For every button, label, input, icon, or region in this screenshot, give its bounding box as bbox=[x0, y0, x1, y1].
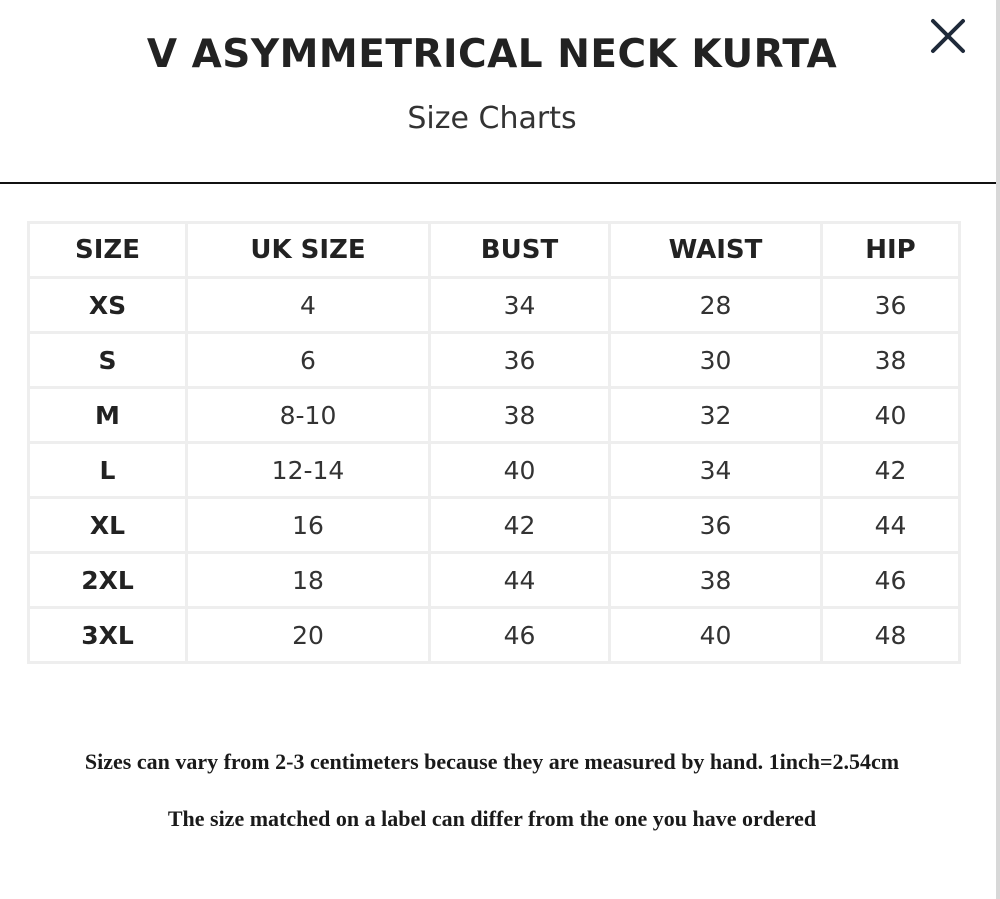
table-row bbox=[29, 333, 960, 388]
bust-cell: 36 bbox=[430, 333, 610, 388]
waist-cell: 36 bbox=[610, 498, 822, 553]
modal-edge bbox=[996, 0, 1000, 899]
header-divider bbox=[0, 182, 996, 184]
bust-cell: 42 bbox=[430, 498, 610, 553]
size-cell: L bbox=[29, 443, 187, 498]
size-chart-table bbox=[27, 221, 961, 664]
bust-cell: 46 bbox=[430, 608, 610, 663]
measurement-note: Sizes can vary from 2-3 centimeters because they are measured by hand. 1inch=2.54cm bbox=[84, 749, 900, 774]
product-title: V ASYMMETRICAL NECK KURTA bbox=[146, 32, 838, 77]
close-button[interactable] bbox=[926, 14, 970, 58]
table-row bbox=[29, 278, 960, 333]
hip-cell: 36 bbox=[822, 278, 960, 333]
size-cell: M bbox=[29, 388, 187, 443]
close-icon[interactable] bbox=[926, 14, 970, 58]
size-cell: XL bbox=[29, 498, 187, 553]
uk-size-cell: 12-14 bbox=[187, 443, 430, 498]
waist-cell: 38 bbox=[610, 553, 822, 608]
column-header-waist: WAIST bbox=[610, 223, 822, 278]
uk-size-cell: 4 bbox=[187, 278, 430, 333]
size-cell: XS bbox=[29, 278, 187, 333]
uk-size-cell: 18 bbox=[187, 553, 430, 608]
bust-cell: 34 bbox=[430, 278, 610, 333]
modal-subtitle: Size Charts bbox=[407, 101, 577, 136]
modal-header bbox=[0, 0, 996, 183]
bust-cell: 38 bbox=[430, 388, 610, 443]
table-row bbox=[29, 553, 960, 608]
column-header-uk-size: UK SIZE bbox=[187, 223, 430, 278]
table-header-row bbox=[29, 223, 960, 278]
hip-cell: 40 bbox=[822, 388, 960, 443]
hip-cell: 46 bbox=[822, 553, 960, 608]
label-size-note: The size matched on a label can differ from the one you have ordered bbox=[167, 806, 817, 831]
uk-size-cell: 8-10 bbox=[187, 388, 430, 443]
column-header-hip: HIP bbox=[822, 223, 960, 278]
column-header-size: SIZE bbox=[29, 223, 187, 278]
waist-cell: 34 bbox=[610, 443, 822, 498]
uk-size-cell: 20 bbox=[187, 608, 430, 663]
waist-cell: 40 bbox=[610, 608, 822, 663]
table-row bbox=[29, 388, 960, 443]
size-cell: 3XL bbox=[29, 608, 187, 663]
waist-cell: 30 bbox=[610, 333, 822, 388]
table-row bbox=[29, 443, 960, 498]
hip-cell: 48 bbox=[822, 608, 960, 663]
hip-cell: 44 bbox=[822, 498, 960, 553]
uk-size-cell: 16 bbox=[187, 498, 430, 553]
size-cell: S bbox=[29, 333, 187, 388]
waist-cell: 32 bbox=[610, 388, 822, 443]
bust-cell: 40 bbox=[430, 443, 610, 498]
waist-cell: 28 bbox=[610, 278, 822, 333]
bust-cell: 44 bbox=[430, 553, 610, 608]
table-row bbox=[29, 498, 960, 553]
hip-cell: 42 bbox=[822, 443, 960, 498]
column-header-bust: BUST bbox=[430, 223, 610, 278]
table-row bbox=[29, 608, 960, 663]
size-cell: 2XL bbox=[29, 553, 187, 608]
uk-size-cell: 6 bbox=[187, 333, 430, 388]
hip-cell: 38 bbox=[822, 333, 960, 388]
